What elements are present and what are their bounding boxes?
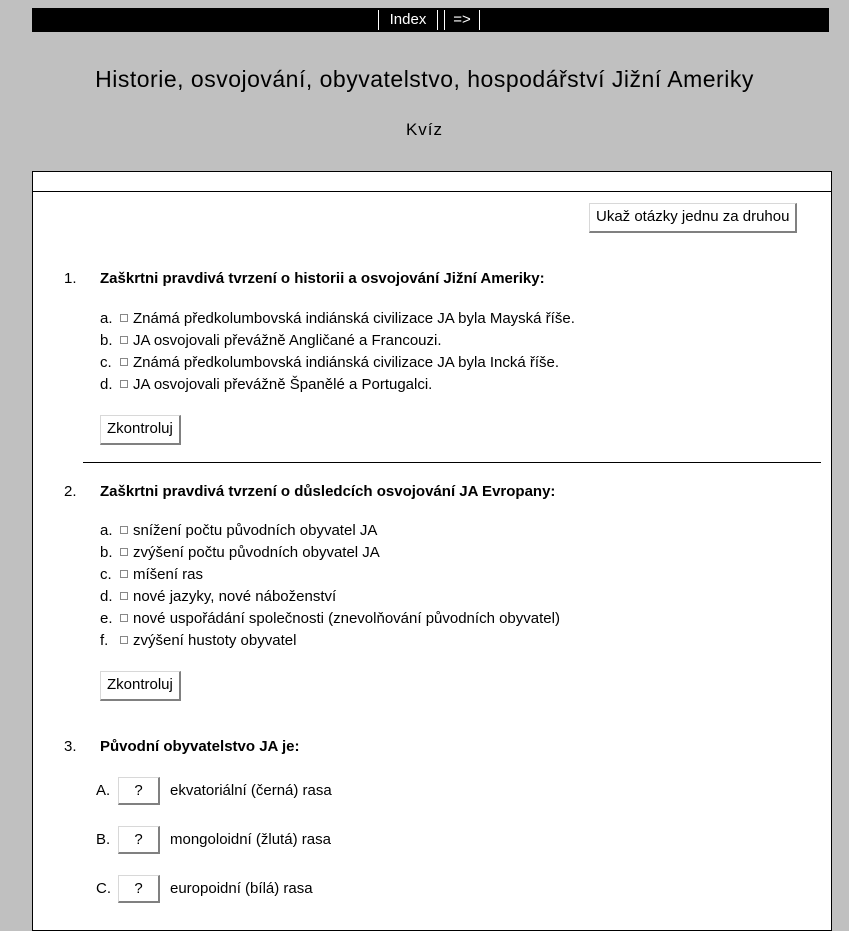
question-2-number: 2. — [64, 483, 77, 500]
option-text: snížení počtu původních obyvatel JA — [133, 522, 378, 539]
next-page-link[interactable]: => — [444, 10, 480, 30]
q3-item-b-select-button[interactable]: ? — [118, 826, 160, 854]
option-text: Známá předkolumbovská indiánská civilizace JA byla Incká říše. — [133, 354, 560, 371]
q2-option-f-checkbox[interactable] — [120, 636, 128, 644]
question-3-text: Původní obyvatelstvo JA je: — [100, 738, 300, 755]
index-link[interactable]: Index — [378, 10, 438, 30]
option-letter: f. — [100, 632, 109, 649]
question-3-number: 3. — [64, 738, 77, 755]
q2-option-c-checkbox[interactable] — [120, 570, 128, 578]
q3-item-a — [96, 776, 332, 806]
option-text: JA osvojovali převážně Angličané a Francouzi. — [133, 332, 442, 349]
q2-option-b — [100, 542, 380, 564]
q3-item-c-select-button[interactable]: ? — [118, 875, 160, 903]
q1-option-b — [100, 330, 442, 352]
q3-item-a-select-button[interactable]: ? — [118, 777, 160, 805]
q1-option-c-checkbox[interactable] — [120, 358, 128, 366]
option-text: Známá předkolumbovská indiánská civilizace JA byla Mayská říše. — [133, 310, 575, 327]
q2-option-f — [100, 630, 296, 652]
option-text: zvýšení počtu původních obyvatel JA — [133, 544, 380, 561]
panel-top-rule — [33, 191, 831, 192]
q1-check-button[interactable]: Zkontroluj — [100, 415, 181, 445]
quiz-panel — [32, 171, 832, 931]
option-letter: b. — [100, 332, 113, 349]
question-divider — [83, 462, 821, 463]
q2-option-c — [100, 564, 203, 586]
option-text: míšení ras — [133, 566, 204, 583]
page-title: Historie, osvojování, obyvatelstvo, hospodářství Jižní Ameriky — [95, 66, 754, 92]
item-letter: B. — [96, 831, 111, 848]
item-text: mongoloidní (žlutá) rasa — [170, 831, 331, 848]
question-1-number: 1. — [64, 270, 77, 287]
option-letter: c. — [100, 566, 112, 583]
q2-check-button[interactable]: Zkontroluj — [100, 671, 181, 701]
option-text: nové jazyky, nové náboženství — [133, 588, 337, 605]
q2-option-d — [100, 586, 336, 608]
question-1-text: Zaškrtni pravdivá tvrzení o historii a osvojování Jižní Ameriky: — [100, 270, 545, 287]
top-nav-bar — [32, 8, 829, 32]
option-letter: b. — [100, 544, 113, 561]
option-text: nové uspořádání společnosti (znevolňování původních obyvatel) — [133, 610, 560, 627]
option-text: JA osvojovali převážně Španělé a Portugalci. — [133, 376, 433, 393]
option-letter: d. — [100, 588, 113, 605]
item-text: ekvatoriální (černá) rasa — [170, 782, 332, 799]
q2-option-a-checkbox[interactable] — [120, 526, 128, 534]
option-text: zvýšení hustoty obyvatel — [133, 632, 297, 649]
q1-option-d-checkbox[interactable] — [120, 380, 128, 388]
q2-option-e — [100, 608, 560, 630]
q2-option-e-checkbox[interactable] — [120, 614, 128, 622]
q3-item-b — [96, 825, 331, 855]
option-letter: c. — [100, 354, 112, 371]
q1-option-a-checkbox[interactable] — [120, 314, 128, 322]
option-letter: e. — [100, 610, 113, 627]
q1-option-c — [100, 352, 559, 374]
q3-item-c — [96, 874, 313, 904]
q2-option-d-checkbox[interactable] — [120, 592, 128, 600]
item-letter: A. — [96, 782, 111, 799]
show-questions-one-by-one-button[interactable]: Ukaž otázky jednu za druhou — [589, 203, 797, 233]
q1-option-b-checkbox[interactable] — [120, 336, 128, 344]
item-text: europoidní (bílá) rasa — [170, 880, 313, 897]
q2-option-a — [100, 520, 377, 542]
q2-option-b-checkbox[interactable] — [120, 548, 128, 556]
option-letter: d. — [100, 376, 113, 393]
option-letter: a. — [100, 522, 113, 539]
page-subtitle: Kvíz — [405, 120, 444, 139]
question-2-text: Zaškrtni pravdivá tvrzení o důsledcích osvojování JA Evropany: — [100, 483, 556, 500]
q1-option-a — [100, 308, 575, 330]
item-letter: C. — [96, 880, 111, 897]
q1-option-d — [100, 374, 432, 396]
option-letter: a. — [100, 310, 113, 327]
